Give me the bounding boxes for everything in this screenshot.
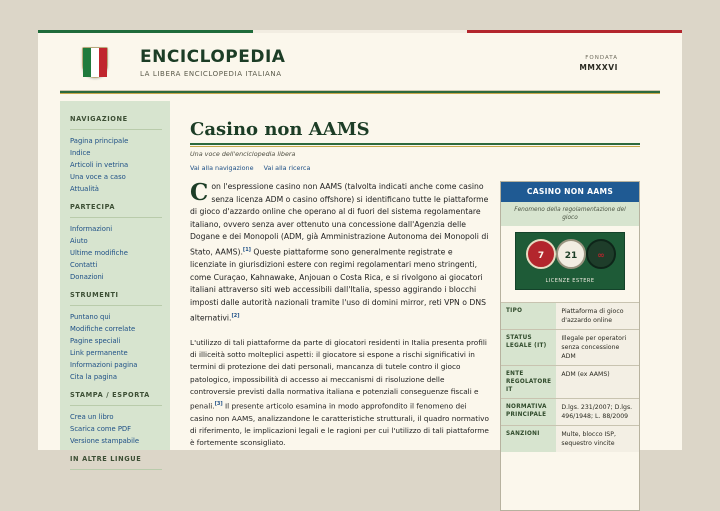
page [38,33,682,463]
sidebar-link-indice[interactable]: Indice [70,149,91,157]
infobox-row [501,426,639,453]
paragraph-text: Queste piattaforme sono generalmente registrate e licenziate in giurisdizioni estere con regimi regolamentari meno stringenti, come Curaçao, Kahnawake, Anjouan o Costa Rica, e si rivolgono ai giocatori italiani attraverso siti web accessibili dall'Italia, spesso aggirando i blocchi imposti dalle autorità nazionali tramite l'uso di domini mirror, reti VPN o DNS alternativi. [190,247,486,323]
casino-chip-icon: 7 [526,239,556,269]
infobox-row [501,366,639,399]
sidebar-link-puntano-qui[interactable]: Puntano qui [70,313,111,321]
sidebar-link-attualita[interactable]: Attualità [70,185,99,193]
page-title: Casino non AAMS [190,119,370,140]
infobox-subtitle: Fenomeno della regolamentazione del gioco [501,202,639,226]
sidebar-group-partecipa [70,203,170,283]
citation-link[interactable]: [1] [242,246,251,253]
sidebar-link-pagine-speciali[interactable]: Pagine speciali [70,337,121,345]
sidebar-group-strumenti [70,291,170,383]
sidebar-link-articoli-vetrina[interactable]: Articoli in vetrina [70,161,129,169]
article-content [190,119,640,448]
infobox-row [501,330,639,366]
infobox-value: D.lgs. 231/2007; D.lgs. 496/1948; L. 88/2009 [556,399,639,426]
article-tagline: Una voce dell'enciclopedia libera [190,150,296,158]
sidebar-group-stampa [70,391,170,447]
article-paragraph-2 [190,337,490,449]
sidebar-heading: PARTECIPA [70,203,162,218]
title-rule [190,143,640,145]
sidebar-heading: IN ALTRE LINGUE [70,455,162,470]
sidebar-link-pagina-principale[interactable]: Pagina principale [70,137,129,145]
site-header [60,33,660,91]
infobox-key: SANZIONI [501,426,556,453]
skip-to-search-link[interactable]: Vai alla ricerca [263,164,311,172]
sidebar-link-ultime-modifiche[interactable]: Ultime modifiche [70,249,128,257]
infobox-row [501,399,639,426]
sidebar [60,101,170,463]
infobox-value: Piattaforma di gioco d'azzardo online [556,303,639,330]
infobox-key: STATUS LEGALE (IT) [501,330,556,366]
sidebar-link-donazioni[interactable]: Donazioni [70,273,104,281]
sidebar-heading: STAMPA / ESPORTA [70,391,162,406]
site-subtitle: LA LIBERA ENCICLOPEDIA ITALIANA [140,70,282,78]
casino-chip-icon: ∞ [586,239,616,269]
infobox-value: Illegale per operatori senza concessione ADM [556,330,639,366]
title-gold-rule [190,146,640,147]
sidebar-group-lingue [70,455,170,470]
skip-links [190,164,318,172]
infobox-key: TIPO [501,303,556,330]
infobox-value: ADM (ex AAMS) [556,366,639,399]
casino-chips-image[interactable] [515,232,625,290]
paragraph-text: Il presente articolo esamina in modo approfondito il fenomeno dei casino non AAMS, analizzandone le caratteristiche strutturali, il quadro normativo di riferimento, le implicazioni legali e le ragioni per cui l'utilizzo di tali piattaforme è fortemente sconsigliato. [190,401,489,448]
infobox [500,181,640,511]
article-paragraph-1 [190,181,490,325]
casino-chip-icon: 21 [556,239,586,269]
infobox-row [501,303,639,330]
sidebar-heading: NAVIGAZIONE [70,115,162,130]
sidebar-link-link-permanente[interactable]: Link permanente [70,349,128,357]
sidebar-link-contatti[interactable]: Contatti [70,261,98,269]
sidebar-heading: STRUMENTI [70,291,162,306]
sidebar-group-navigazione [70,115,170,195]
sidebar-link-modifiche-correlate[interactable]: Modifiche correlate [70,325,136,333]
sidebar-link-versione-stampabile[interactable]: Versione stampabile [70,437,140,445]
paragraph-text: L'utilizzo di tali piattaforme da parte di giocatori residenti in Italia presenta profili di illiceità sotto molteplici aspetti: il giocatore si espone a rischi significativi in termini di protezione dei dati personali, mancanza di tutele contro il gioco patologico, impossibilità di accesso ai meccanismi di risoluzione delle controversie previsti dalla normativa italiana e potenziali conseguenze fiscali e penali. [190,338,487,411]
infobox-table [501,302,639,452]
infobox-key: NORMATIVA PRINCIPALE [501,399,556,426]
sidebar-link-aiuto[interactable]: Aiuto [70,237,88,245]
citation-link[interactable]: [2] [231,312,240,319]
sidebar-link-scarica-pdf[interactable]: Scarica come PDF [70,425,132,433]
citation-link[interactable]: [3] [214,401,223,408]
sidebar-link-informazioni[interactable]: Informazioni [70,225,113,233]
dropcap: C [190,179,209,206]
infobox-key: ENTE REGOLATORE IT [501,366,556,399]
italian-flag-shield-icon[interactable] [82,47,108,78]
infobox-value: Multe, blocco ISP, sequestro vincite [556,426,639,453]
sidebar-link-informazioni-pagina[interactable]: Informazioni pagina [70,361,138,369]
image-caption: LICENZE ESTERE [545,278,595,284]
founded-year: MMXXVI [579,63,618,72]
founded-label: FONDATA [585,55,618,61]
infobox-title: CASINO NON AAMS [501,182,639,202]
sidebar-link-crea-libro[interactable]: Crea un libro [70,413,114,421]
sidebar-link-voce-caso[interactable]: Una voce a caso [70,173,126,181]
sidebar-link-cita-pagina[interactable]: Cita la pagina [70,373,117,381]
site-title[interactable]: ENCICLOPEDIA [140,47,286,67]
paragraph-text: on l'espressione casino non AAMS (talvolta indicati anche come casino senza licenza ADM o casino offshore) si identificano tutte le piattaforme di gioco d'azzardo online che operano al di fuori del sistema regolamentare italiano, ovvero senza aver ottenuto una concessione dall'Agenzia delle Dogane e dei Monopoli (ADM, già Amministrazione Autonoma dei Monopoli di Stato, AAMS). [190,182,489,257]
header-gold-rule [60,93,660,94]
skip-to-navigation-link[interactable]: Vai alla navigazione [190,164,254,172]
